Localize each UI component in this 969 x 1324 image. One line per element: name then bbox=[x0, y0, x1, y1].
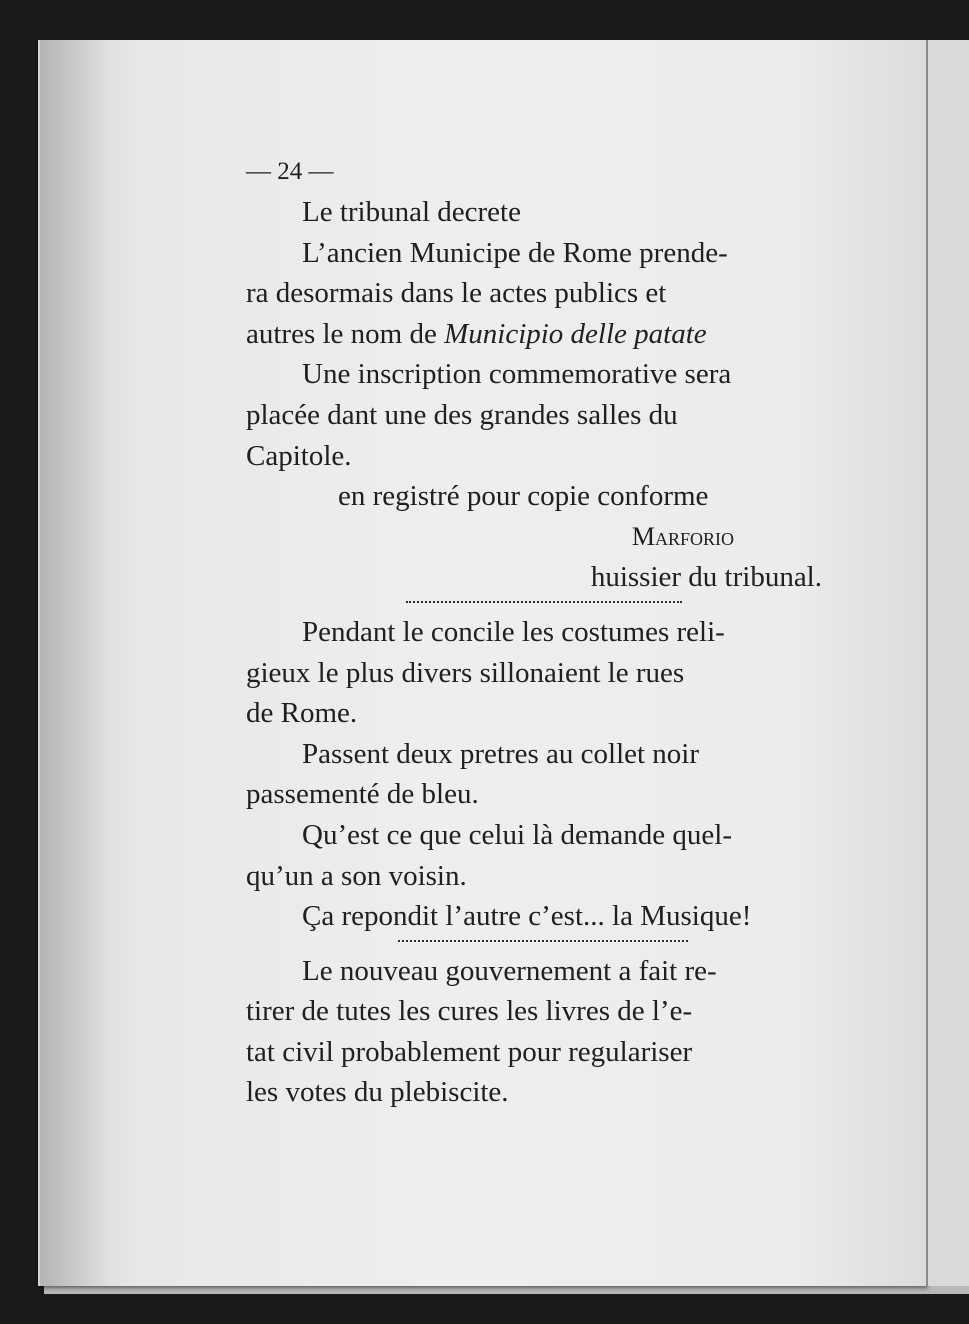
page-number: — 24 — bbox=[246, 158, 334, 185]
section-divider bbox=[246, 598, 842, 612]
section-divider bbox=[246, 937, 842, 951]
text-line: Le nouveau gouvernement a fait re- bbox=[302, 954, 717, 987]
text-line: les votes du plebiscite. bbox=[246, 1076, 509, 1109]
text-line: L’ancien Municipe de Rome prende- bbox=[302, 236, 728, 269]
page-fold-shadow bbox=[40, 40, 110, 1286]
adjacent-page-edge bbox=[926, 40, 969, 1286]
signature-role: huissier du tribunal. bbox=[590, 561, 822, 594]
text-line: Passent deux pretres au collet noir bbox=[302, 737, 700, 770]
text-line: tirer de tutes les cures les livres de l’e- bbox=[246, 995, 693, 1028]
text-span: autres le nom de bbox=[246, 317, 445, 350]
text-line: de Rome. bbox=[246, 697, 358, 730]
text-line: gieux le plus divers sillonaient le rues bbox=[246, 656, 685, 689]
text-line: Le tribunal decrete bbox=[302, 196, 521, 228]
text-line: placée dant une des grandes salles du bbox=[246, 398, 678, 431]
text-line: ra desormais dans le actes publics et bbox=[246, 277, 667, 310]
text-line: qu’un a son voisin. bbox=[246, 859, 467, 892]
text-line: Pendant le concile les costumes reli- bbox=[302, 615, 725, 648]
text-line: Ça repondit l’autre c’est... la Musique! bbox=[302, 900, 752, 933]
text-line: passementé de bleu. bbox=[246, 778, 479, 811]
text-line: tat civil probablement pour regulariser bbox=[246, 1035, 693, 1068]
italic-title: Municipio delle patate bbox=[444, 317, 707, 350]
text-line: Capitole. bbox=[246, 439, 352, 472]
signature-name: Marforio bbox=[631, 521, 734, 551]
text-line: Une inscription commemorative sera bbox=[302, 358, 732, 391]
text-line: Qu’est ce que celui là demande quel- bbox=[302, 818, 732, 851]
text-line bbox=[246, 314, 842, 355]
text-line: en registré pour copie conforme bbox=[338, 480, 709, 513]
page-text bbox=[246, 152, 842, 1113]
